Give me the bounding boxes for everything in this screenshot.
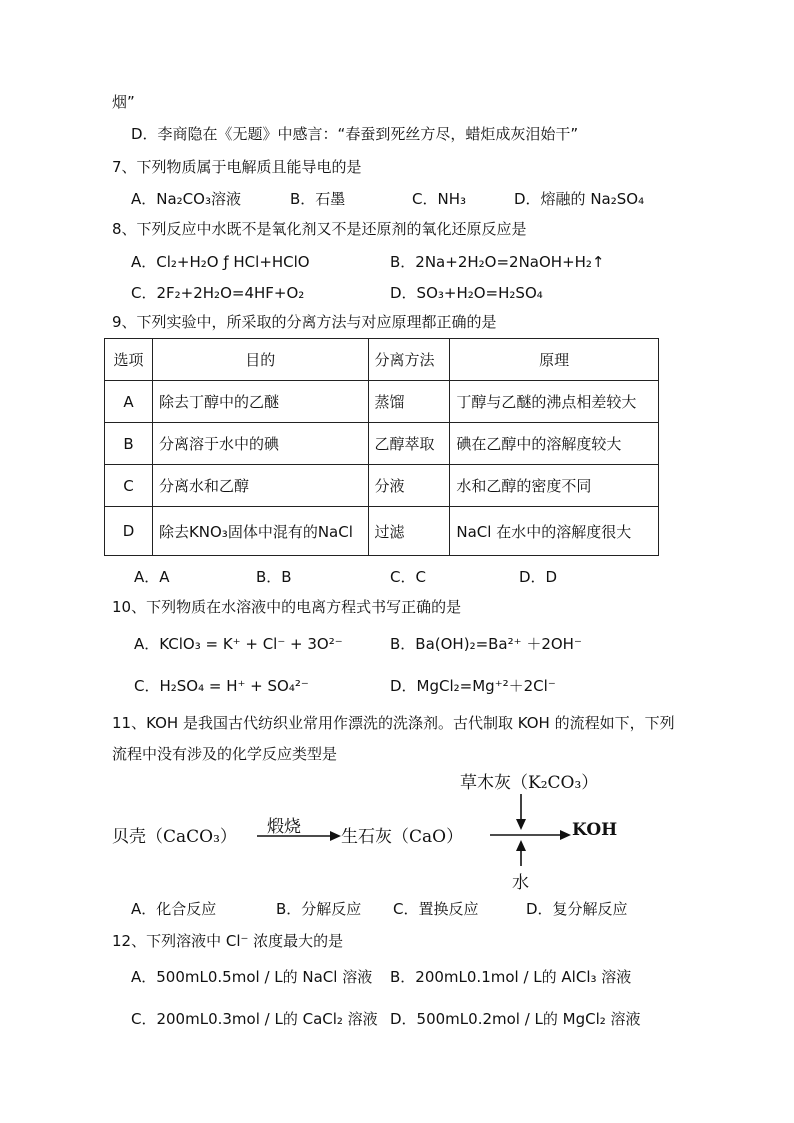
flow-water: 水 [512,873,529,893]
arrow-from-water [516,840,526,866]
table-row [105,423,659,465]
arrow-to-koh [490,830,571,840]
q9-option-c: C．C [390,568,426,586]
q9-option-b: B．B [256,568,292,586]
q7-option-c: C．NH₃ [412,190,466,208]
q9-option-d: D．D [519,568,558,586]
flow-quicklime: 生石灰（CaO） [341,827,464,847]
q8-option-c: C．2F₂+2H₂O=4HF+O₂ [131,284,305,302]
cell-method: 蒸馏 [368,381,450,423]
flow-shell: 贝壳（CaCO₃） [112,827,237,847]
table-row [105,507,659,556]
q12-stem: 12、下列溶液中 Cl⁻ 浓度最大的是 [112,932,344,950]
header-purpose: 目的 [152,339,368,381]
cell-method: 分液 [368,465,450,507]
q9-stem: 9、下列实验中，所采取的分离方法与对应原理都正确的是 [112,313,497,331]
q10-option-d: D．MgCl₂=Mg⁺²＋2Cl⁻ [390,677,556,695]
q6-tail: 烟” [112,93,135,111]
header-method: 分离方法 [368,339,450,381]
q11-stem-line1: 11、KOH 是我国古代纺织业常用作漂洗的洗涤剂。古代制取 KOH 的流程如下，下列 [112,714,675,732]
table-row [105,465,659,507]
header-principle: 原理 [450,339,659,381]
q11-stem-line2: 流程中没有涉及的化学反应类型是 [112,745,338,763]
q12-option-a: A．500mL0.5mol / L的 NaCl 溶液 [131,968,373,986]
flow-koh: KOH [572,820,618,840]
q8-stem: 8、下列反应中水既不是氧化剂又不是还原剂的氧化还原反应是 [112,220,527,238]
table-row [105,381,659,423]
q11-option-b: B．分解反应 [276,900,362,918]
flow-arrows [112,768,652,890]
q8-option-d: D．SO₃+H₂O=H₂SO₄ [390,284,543,302]
cell-option: C [105,465,153,507]
cell-principle: 水和乙醇的密度不同 [450,465,659,507]
flow-calcine-label: 煅烧 [267,817,301,837]
q6-option-d: D．李商隐在《无题》中感言：“春蚕到死丝方尽，蜡炬成灰泪始干” [131,125,579,143]
flow-plant-ash: 草木灰（K₂CO₃） [460,773,599,793]
cell-option: D [105,507,153,556]
header-option: 选项 [105,339,153,381]
cell-purpose: 除去KNO₃固体中混有的NaCl [152,507,368,556]
q7-option-b: B．石墨 [290,190,346,208]
arrow-from-ash [516,794,526,830]
cell-purpose: 分离水和乙醇 [152,465,368,507]
q11-option-c: C．置换反应 [393,900,479,918]
q10-option-c: C．H₂SO₄ = H⁺ + SO₄²⁻ [134,677,309,695]
q7-stem: 7、下列物质属于电解质且能导电的是 [112,158,362,176]
q10-stem: 10、下列物质在水溶液中的电离方程式书写正确的是 [112,598,462,616]
cell-option: B [105,423,153,465]
cell-principle: 碘在乙醇中的溶解度较大 [450,423,659,465]
q11-flow-diagram [112,768,652,893]
arrow-calcine [257,831,341,841]
q10-option-a: A．KClO₃ = K⁺ + Cl⁻ + 3O²⁻ [134,635,343,653]
q7-option-d: D．熔融的 Na₂SO₄ [514,190,645,208]
q9-option-a: A．A [134,568,170,586]
q9-table [104,338,659,556]
q8-option-a: A．Cl₂+H₂O ƒ HCl+HClO [131,253,310,271]
cell-principle: 丁醇与乙醚的沸点相差较大 [450,381,659,423]
q11-option-d: D．复分解反应 [526,900,628,918]
cell-option: A [105,381,153,423]
cell-method: 过滤 [368,507,450,556]
q8-option-b: B．2Na+2H₂O=2NaOH+H₂↑ [390,253,605,271]
cell-purpose: 分离溶于水中的碘 [152,423,368,465]
q12-option-b: B．200mL0.1mol / L的 AlCl₃ 溶液 [390,968,632,986]
cell-purpose: 除去丁醇中的乙醚 [152,381,368,423]
q10-option-b: B．Ba(OH)₂=Ba²⁺ ＋2OH⁻ [390,635,582,653]
table-header-row [105,339,659,381]
q12-option-d: D．500mL0.2mol / L的 MgCl₂ 溶液 [390,1010,641,1028]
q12-option-c: C．200mL0.3mol / L的 CaCl₂ 溶液 [131,1010,378,1028]
q11-option-a: A．化合反应 [131,900,217,918]
q7-option-a: A．Na₂CO₃溶液 [131,190,241,208]
cell-method: 乙醇萃取 [368,423,450,465]
cell-principle: NaCl 在水中的溶解度很大 [450,507,659,556]
